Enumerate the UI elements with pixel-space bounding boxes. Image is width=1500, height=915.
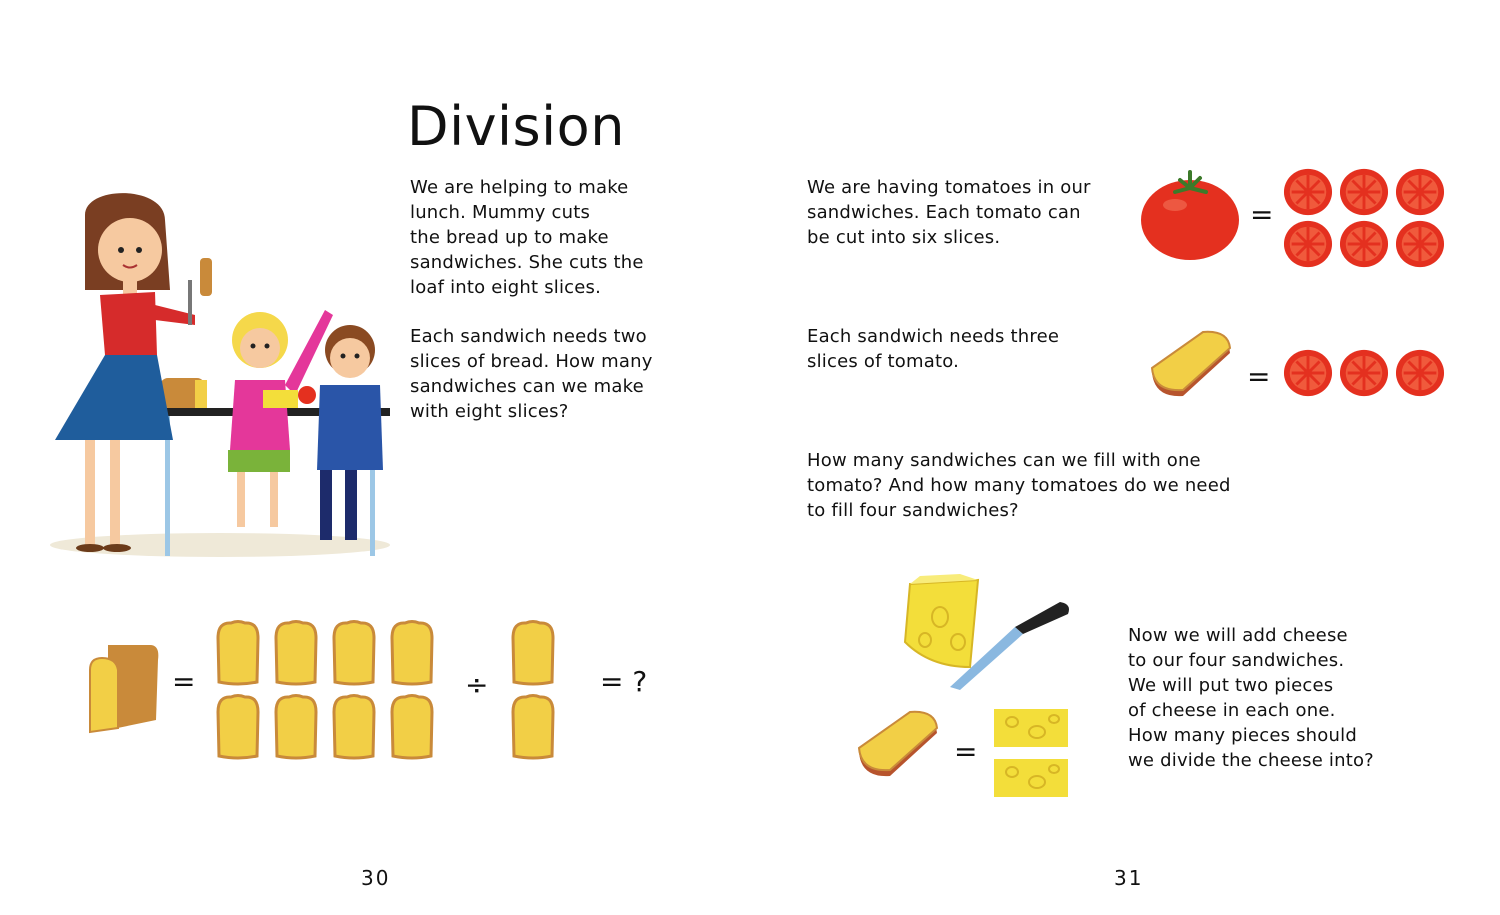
equals-sign: = bbox=[954, 735, 978, 768]
bread-slice-icon bbox=[389, 620, 435, 686]
result-question: = ? bbox=[600, 665, 648, 698]
text-line: Now we will add cheese bbox=[1128, 625, 1348, 646]
text-line: sandwiches. She cuts the bbox=[410, 252, 644, 273]
tomato-question-paragraph bbox=[807, 448, 1277, 523]
cheese-paragraph bbox=[1128, 623, 1428, 773]
text-line: tomato? And how many tomatoes do we need bbox=[807, 475, 1231, 496]
text-line: Each sandwich needs three bbox=[807, 326, 1060, 347]
intro-paragraph bbox=[410, 175, 710, 300]
text-line: to our four sandwiches. bbox=[1128, 650, 1345, 671]
text-line: be cut into six slices. bbox=[807, 227, 1001, 248]
tomato-slice-icon bbox=[1395, 219, 1445, 269]
bread-slice-icon bbox=[273, 620, 319, 686]
equals-sign: = bbox=[172, 665, 196, 698]
page-number-right: 31 bbox=[1114, 866, 1144, 890]
text-line: loaf into eight slices. bbox=[410, 277, 602, 298]
tomato-slice-icon bbox=[1283, 167, 1333, 217]
bread-slice-icon bbox=[273, 694, 319, 760]
text-line: How many sandwiches can we fill with one bbox=[807, 450, 1201, 471]
text-line: We are helping to make bbox=[410, 177, 629, 198]
text-line: slices of bread. How many bbox=[410, 351, 653, 372]
cheese-pieces-group bbox=[992, 707, 1072, 802]
text-line: lunch. Mummy cuts bbox=[410, 202, 591, 223]
text-line: slices of tomato. bbox=[807, 351, 960, 372]
text-line: with eight slices? bbox=[410, 401, 569, 422]
text-line: sandwiches can we make bbox=[410, 376, 644, 397]
bread-pair-group bbox=[510, 620, 560, 762]
bread-slice-icon bbox=[510, 620, 556, 686]
bread-slice-icon bbox=[215, 620, 261, 686]
text-line: We are having tomatoes in our bbox=[807, 177, 1091, 198]
text-line: How many pieces should bbox=[1128, 725, 1357, 746]
text-line: of cheese in each one. bbox=[1128, 700, 1336, 721]
text-line: we divide the cheese into? bbox=[1128, 750, 1374, 771]
tomato-slices-six bbox=[1283, 167, 1453, 269]
tomato-slice-icon bbox=[1339, 219, 1389, 269]
tomato-slice-icon bbox=[1395, 167, 1445, 217]
bread-slice-icon bbox=[510, 694, 556, 760]
cheese-and-knife-illustration bbox=[900, 572, 1080, 692]
whole-tomato-icon bbox=[1140, 170, 1240, 262]
tomato-slices-three bbox=[1283, 348, 1453, 398]
tomato-slice-icon bbox=[1283, 348, 1333, 398]
family-kitchen-illustration bbox=[45, 180, 395, 560]
tomato-paragraph bbox=[807, 175, 1127, 250]
sandwich-icon bbox=[855, 708, 940, 783]
sandwich-icon bbox=[1148, 328, 1233, 403]
text-line: We will put two pieces bbox=[1128, 675, 1334, 696]
text-line: sandwiches. Each tomato can bbox=[807, 202, 1081, 223]
bread-slice-icon bbox=[331, 620, 377, 686]
page-number-left: 30 bbox=[361, 866, 391, 890]
tomato-slice-icon bbox=[1395, 348, 1445, 398]
tomato-need-paragraph bbox=[807, 324, 1127, 374]
bread-question-paragraph bbox=[410, 324, 710, 424]
whole-loaf-icon bbox=[88, 640, 160, 735]
bread-slice-icon bbox=[389, 694, 435, 760]
bread-slices-grid bbox=[215, 620, 440, 762]
text-line: the bread up to make bbox=[410, 227, 609, 248]
equals-sign: = bbox=[1247, 360, 1271, 393]
tomato-slice-icon bbox=[1339, 167, 1389, 217]
text-line: to fill four sandwiches? bbox=[807, 500, 1019, 521]
bread-slice-icon bbox=[215, 694, 261, 760]
text-line: Each sandwich needs two bbox=[410, 326, 647, 347]
cheese-piece-icon bbox=[992, 707, 1070, 749]
tomato-slice-icon bbox=[1339, 348, 1389, 398]
divide-sign: ÷ bbox=[465, 668, 489, 701]
tomato-slice-icon bbox=[1283, 219, 1333, 269]
equals-sign: = bbox=[1250, 198, 1274, 231]
page-title: Division bbox=[407, 95, 625, 158]
cheese-piece-icon bbox=[992, 757, 1070, 799]
bread-slice-icon bbox=[331, 694, 377, 760]
